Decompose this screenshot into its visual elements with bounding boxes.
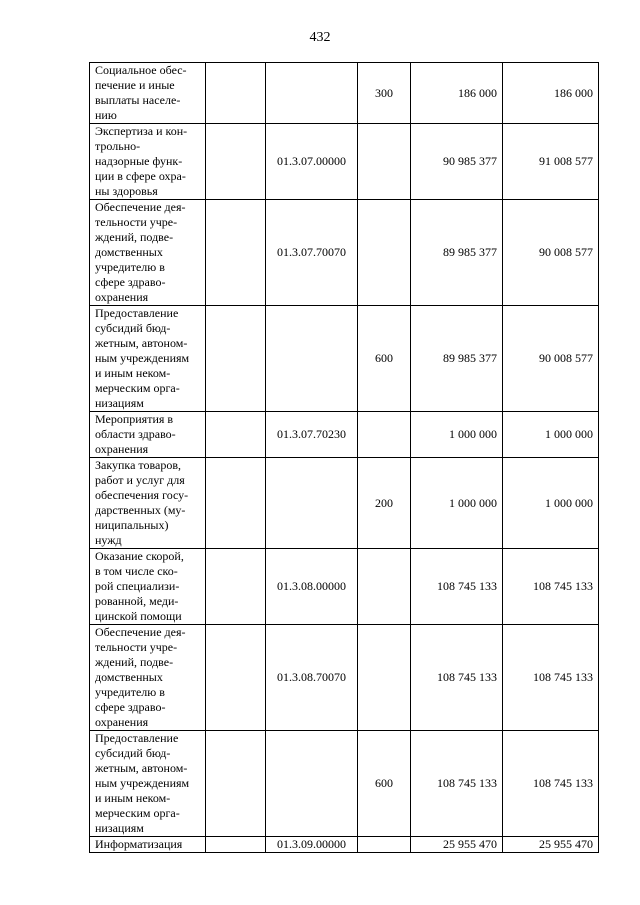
row-sum-1-cell: 1 000 000	[411, 458, 503, 549]
row-sum-2-cell: 108 745 133	[503, 549, 599, 625]
table-row	[90, 63, 599, 124]
table-row	[90, 124, 599, 200]
empty-cell	[206, 549, 266, 625]
row-expense-type-cell	[358, 124, 411, 200]
row-sum-1-cell: 90 985 377	[411, 124, 503, 200]
row-sum-2-cell: 108 745 133	[503, 625, 599, 731]
page-number: 432	[309, 30, 331, 45]
row-code-cell	[266, 731, 358, 837]
table-row	[90, 549, 599, 625]
row-sum-1-cell: 89 985 377	[411, 306, 503, 412]
table-row	[90, 731, 599, 837]
row-sum-2-cell: 108 745 133	[503, 731, 599, 837]
row-name-cell: Предоставление субсидий бюд- жетным, автоном- ным учреждениям и иным неком- мерческим орга- низациям	[90, 306, 206, 412]
empty-cell	[206, 731, 266, 837]
row-sum-1-cell: 186 000	[411, 63, 503, 124]
row-name-cell: Информатизация	[90, 837, 206, 853]
empty-cell	[206, 124, 266, 200]
row-sum-2-cell: 90 008 577	[503, 306, 599, 412]
row-sum-2-cell: 91 008 577	[503, 124, 599, 200]
row-expense-type-cell	[358, 837, 411, 853]
row-sum-1-cell: 1 000 000	[411, 412, 503, 458]
row-sum-2-cell: 1 000 000	[503, 458, 599, 549]
row-name-cell: Предоставление субсидий бюд- жетным, автоном- ным учреждениям и иным неком- мерческим орга- низациям	[90, 731, 206, 837]
row-expense-type-cell: 300	[358, 63, 411, 124]
row-code-cell: 01.3.08.00000	[266, 549, 358, 625]
row-code-cell: 01.3.07.70070	[266, 200, 358, 306]
row-code-cell: 01.3.07.00000	[266, 124, 358, 200]
row-expense-type-cell	[358, 412, 411, 458]
row-code-cell	[266, 63, 358, 124]
row-name-cell: Закупка товаров, работ и услуг для обеспечения госу- дарственных (му- ниципальных) нужд	[90, 458, 206, 549]
row-expense-type-cell	[358, 200, 411, 306]
table-row	[90, 200, 599, 306]
row-sum-1-cell: 89 985 377	[411, 200, 503, 306]
empty-cell	[206, 458, 266, 549]
table-row	[90, 837, 599, 853]
row-code-cell: 01.3.09.00000	[266, 837, 358, 853]
row-name-cell: Оказание скорой, в том числе ско- рой специализи- рованной, меди- цинской помощи	[90, 549, 206, 625]
empty-cell	[206, 412, 266, 458]
row-sum-2-cell: 186 000	[503, 63, 599, 124]
table-row	[90, 458, 599, 549]
row-name-cell: Мероприятия в области здраво- охранения	[90, 412, 206, 458]
row-name-cell: Обеспечение дея- тельности учре- ждений, подве- домственных учредителю в сфере здраво- охранения	[90, 200, 206, 306]
empty-cell	[206, 63, 266, 124]
row-sum-1-cell: 108 745 133	[411, 549, 503, 625]
row-name-cell: Обеспечение дея- тельности учре- ждений, подве- домственных учредителю в сфере здраво- охранения	[90, 625, 206, 731]
row-sum-2-cell: 1 000 000	[503, 412, 599, 458]
row-name-cell: Экспертиза и кон- трольно- надзорные функ- ции в сфере охра- ны здоровья	[90, 124, 206, 200]
row-code-cell: 01.3.07.70230	[266, 412, 358, 458]
row-sum-1-cell: 108 745 133	[411, 731, 503, 837]
row-sum-2-cell: 90 008 577	[503, 200, 599, 306]
empty-cell	[206, 837, 266, 853]
row-expense-type-cell: 600	[358, 306, 411, 412]
table-row	[90, 625, 599, 731]
row-sum-1-cell: 108 745 133	[411, 625, 503, 731]
row-name-cell: Социальное обес- печение и иные выплаты населе- нию	[90, 63, 206, 124]
table-row	[90, 412, 599, 458]
row-sum-1-cell: 25 955 470	[411, 837, 503, 853]
row-sum-2-cell: 25 955 470	[503, 837, 599, 853]
budget-table	[89, 62, 599, 853]
empty-cell	[206, 625, 266, 731]
row-expense-type-cell: 600	[358, 731, 411, 837]
row-code-cell: 01.3.08.70070	[266, 625, 358, 731]
row-code-cell	[266, 458, 358, 549]
row-expense-type-cell	[358, 625, 411, 731]
row-code-cell	[266, 306, 358, 412]
table-row	[90, 306, 599, 412]
empty-cell	[206, 200, 266, 306]
row-expense-type-cell	[358, 549, 411, 625]
row-expense-type-cell: 200	[358, 458, 411, 549]
empty-cell	[206, 306, 266, 412]
